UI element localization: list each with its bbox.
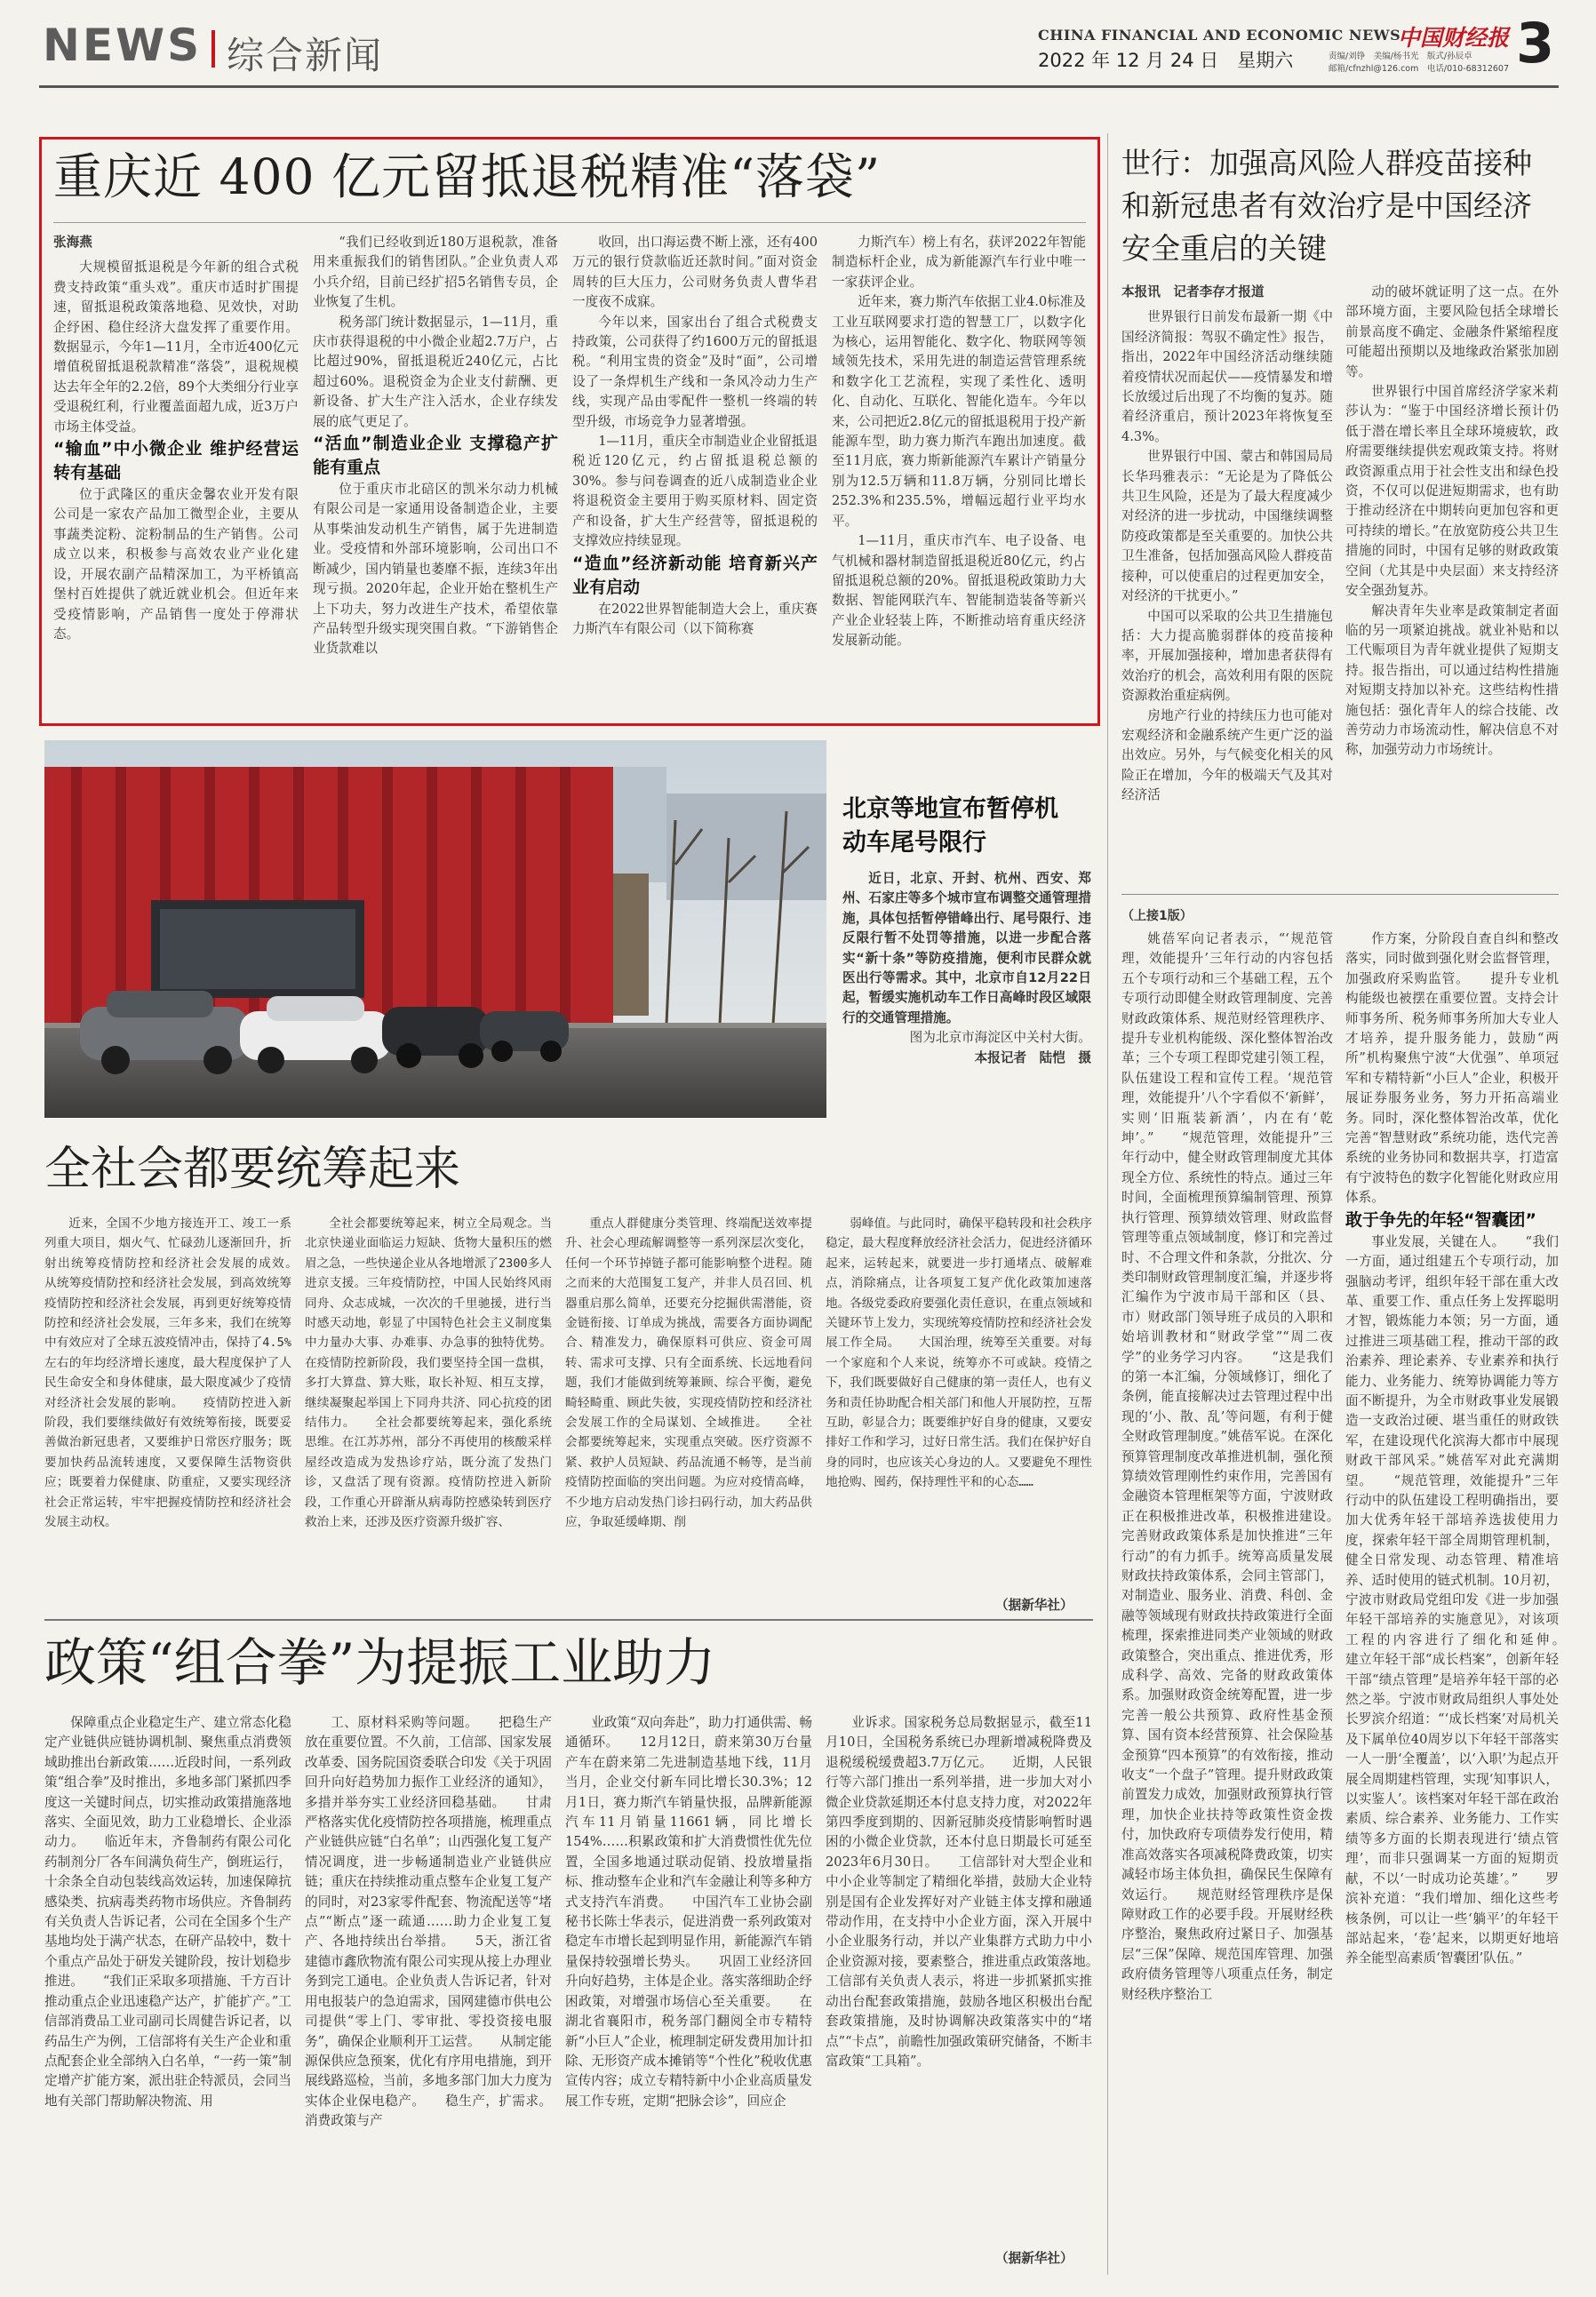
- article4-headline: 全社会都要统筹起来: [44, 1143, 461, 1196]
- article5-top-rule: [44, 1619, 1093, 1621]
- article1-paragraph: 收回，出口海运费不断上涨，还有400万元的银行贷款临近还款时间。”面对资金周转的巨大压力，公司财务负责人曹华君一度夜不成寐。: [572, 235, 818, 310]
- article1-paragraph: 位于武隆区的重庆金馨农业开发有限公司是一家农产品加工微型企业，主要从事蔬类淀粉、淀粉制品的生产销售。公司成立以来，积极参与高效农业产业化建设，开展农副产品精深加工，为平桥镇高堡村百姓提供了就近就业机会。但近年来受疫情影响，产品销售一度处于停滞状态。: [53, 487, 299, 642]
- article4-paragraph: 重点人群健康分类管理、终端配送效率提升、社会心理疏解调整等一系列深层次变化，任何一个环节掉链子都可能影响整个进程。随之而来的大范围复工复产，并非人员召回、机器重启那么简单，还要充分挖掘供需潜能，资金链衔接、订单成为挑战，需要各方面协调配合、精准发力，确保原料可供应、资金可周转、需求可支撑、只有全面系统、长远地看问题，我们才能做到统筹兼顾、综合平衡，避免畸轻畸重、顾此失彼，实现疫情防控和经济社会发展工作的全局谋划、全域推进。 全社会都要统筹起来，实现重点突破。医疗资源不紧、救护人员短缺、药品流通不畅等，是当前疫情防控面临的突出问题。为应对疫情高峰，不少地方启动发热门诊扫码行动，加大药品供应，争取延缓峰期、削: [565, 1216, 812, 1530]
- article6-paragraph: 作方案，分阶段自查自纠和整改落实，同时做到强化财会监督管理，加强政府采购监管。 提升专业机构能级也被摆在重要位置。支持会计师事务所、税务师事务所加大专业人才培养，提升服务能力，鼓励“两所”机构聚焦宁波“大优强”、单项冠军和专精特新“小巨人”企业，积极开展证券服务业务，努力开拓高端业务。同时，深化整体智治改革，优化完善“智慧财政”系统功能，迭代完善系统的业务协同和数据共享，打造富有宁波特色的数字化智能化财政应用体系。: [1345, 931, 1559, 1206]
- article5-column-3: [565, 1713, 812, 2264]
- article5-paragraph: 工、原材料采购等问题。 把稳生产放在重要位置。不久前，工信部、国家发展改革委、国务院国资委联合印发《关于巩固回升向好趋势加力振作工业经济的通知》，多措并举夯实工业经济回稳基础。 甘肃严格落实优化疫情防控各项措施，梳理重点产业链供应链“白名单”；山西强化复工复产情况调度，进一步畅通制造业产业链供应链；重庆在持续推动重点整车企业复工复产的同时，对23家零件配套、物流配送等“堵点”“断点”逐一疏通……助力企业复工复产、各地持续出台举措。 5天，浙江省建德市鑫欣物流有限公司实现从接上办理业务到完工通电。企业负责人告诉记者，针对用电报装户的急迫需求，国网建德市供电公司提供“零上门、零审批、零投资接电服务”，确保企业顺利开工运营。 从制定能源保供应急预案，优化有序用电措施，到开展线路巡检，当前，多地多部门加大力度为实体企业保电稳产。 稳生产，扩需求。消费政策与产: [305, 1715, 552, 2129]
- article1-column-4: [832, 233, 1086, 717]
- article5-paragraph: 业政策“双向奔赴”，助力打通供需、畅通循环。 12月12日，蔚来第30万台量产车在蔚来第二先进制造基地下线，11月当月，企业交付新车同比增长30.3%；12月1日，赛力斯汽车销量快报，品牌新能源汽车11月销量11661辆，同比增长154%……积累政策和扩大消费惯性优先位置，全国多地通过联动促销、投放增量指标、推动整车企业和汽车金融让利等多种方式支持汽车消费。 中国汽车工业协会副秘书长陈士华表示，促进消费一系列政策对稳定车市增长起到明显作用，新能源汽车销量保持较强增长势头。 巩固工业经济回升向好趋势，主体是企业。落实落细助企纾困政策，对增强市场信心至关重要。 在湖北省襄阳市，税务部门翻阅全市专精特新“小巨人”企业，梳理制定研发费用加计扣除、无形资产成本摊销等“个性化”税收优惠宣传内容；成立专精特新中小企业高质量发展工作专班，定期“把脉会诊”，回应企: [565, 1715, 812, 2109]
- section-divider-vertical: [1107, 133, 1108, 2275]
- article1-subheading: “造血”经济新动能 培育新兴产业有启动: [572, 553, 818, 597]
- article4-paragraph: 弱峰值。与此同时，确保平稳转段和社会秩序稳定，最大程度释放经济社会活力，促进经济循环起来，运转起来，就要进一步打通堵点、破解难点，消除痛点，让各项复工复产优化政策加速落地。各级党委政府要强化责任意识，在重点领域和关键环节上发力，实现统筹疫情防控和经济社会发展工作全局。 大国治理，统筹至关重要。对每一个家庭和个人来说，统筹亦不可或缺。疫情之下，我们既要做好自己健康的第一责任人，也有义务和责任协助配合相关部门和他人开展防控，互帮互助，彰显合力；既要维护好自身的健康，又要安排好工作和学习，过好日常生活。我们在保护好自身的同时，也应该关心身边的人。又要避免不理性地抢购、囤药，保持理性平和的心态……: [826, 1216, 1092, 1490]
- masthead-rule: [39, 85, 1559, 88]
- article2-byline: 本报讯 记者李存才报道: [1121, 284, 1265, 299]
- article4-column-4: [826, 1214, 1092, 1594]
- article5-paragraph: 业诉求。国家税务总局数据显示，截至11月10日，全国税务系统已办理新增减税降费及退税缓税缓费超3.7万亿元。 近期，人民银行等六部门推出一系列举措，进一步加大对小微企业贷款延期还本付息支持力度，对2022年第四季度到期的、因新冠肺炎疫情影响暂时遇困的小微企业贷款，还本付息日期最长可延至2023年6月30日。 工信部针对大型企业和中小企业等制定了精细化举措，鼓励大企业特别是国有企业发挥好对产业链主体支撑和融通带动作用，在支持中小企业方面，深入开展中小企业服务行动，并以产业集群方式助力中小企业资源对接，要素整合，推进重点政策落地。 工信部有关负责人表示，将进一步抓紧抓实推动出台配套政策措施，鼓励各地区积极出台配套政策措施，及时协调解决政策落实中的“堵点”“卡点”，前瞻性加强政策研究储备，不断丰富政策“工具箱”。: [826, 1715, 1092, 2069]
- article1-paragraph: 力斯汽车）榜上有名，获评2022年智能制造标杆企业，成为新能源汽车行业中唯一一家获评企业。: [832, 235, 1086, 290]
- article1-column-2: [313, 233, 558, 717]
- article6-paragraph: 姚蓓军向记者表示，“‘规范管理，效能提升’三年行动的内容包括五个专项行动和三个基础工程，五个专项行动即健全财政管理制度、完善财政政策体系、规范财经管理秩序、提升专业机构能级、深化整体智治改革；三个专项工程即党建引领工程，队伍建设工程和宣传工程。‘规范管理，效能提升’八个字看似不‘新鲜’，实则‘旧瓶装新酒’，内在有‘乾坤’。” “规范管理，效能提升”三年行动中，健全财政管理制度尤其体现全方位、系统性的特点。通过三年时间，全面梳理预算编制管理、预算执行管理、预算绩效管理、财政监督管理等重点领域制度，修订和完善过时、不合理文件和条款，分批次、分类印制财政管理制度汇编，并逐步将汇编作为宁波市局干部和区（县、市）财政部门领导班子成员的入职和始培训教材和“财政学堂”“周二夜学”的业务学习内容。 “这是我们的第一本汇编，分领域修订，细化了条例，能直接解决过去管理过程中出现的‘小、散、乱’等问题，有利于健全财政管理制度。”姚蓓军说。在深化预算管理制度改革推进机制，强化预算绩效管理刚性约束作用，完善国有金融资本管理框架等方面，宁波财政正在积极推进改革，积极推进建设。 完善财政政策体系是加快推进“三年行动”的有力抓手。统筹高质量发展财政扶持政策体系，会同主管部门，对制造业、服务业、消费、科创、金融等领域现有财政扶持政策进行全面梳理，探索推进同类产业领域的财政政策整合，突出重点、推进优秀，形成科学、高效、完备的财政政策体系。加强财政资金统筹配置，进一步完善一般公共预算、政府性基金预算、国有资本经营预算、社会保险基金预算“四本预算”的有效衔接，推动收支“一个盘子”管理。提升财政政策前置发力成效，加强财政预算执行管理，加快企业扶持等政策性资金拨付，加快政府专项债券发行使用，精准高效落实各项减税降费政策，切实减轻市场主体负担，确保民生保障有效运行。 规范财经管理秩序是保障财政工作的必要手段。开展财经秩序整治，聚焦政府过紧日子、加强基层“三保”保障、规范国库管理、加强政府债务管理等八项重点任务，制定财经秩序整治工: [1121, 931, 1333, 2002]
- article2-paragraph: 房地产行业的持续压力也可能对宏观经济和金融系统产生更广泛的溢出效应。另外，与气候变化相关的风险正在增加，今年的极端天气及其对经济活: [1121, 707, 1333, 803]
- article4-column-2: [305, 1214, 552, 1614]
- article6-subheading: 敢于争先的年轻“智囊团”: [1345, 1209, 1536, 1230]
- article4-paragraph: 近来，全国不少地方接连开工、竣工一系列重大项目，烟火气、忙碌劲儿逐渐回升，折射出统筹疫情防控和经济社会发展的成效。 从统筹疫情防控和经济社会发展，到高效统筹疫情防控和经济社会发展，再到更好统筹疫情防控和经济社会发展，三年多来，我们在统筹中有效应对了全球五波疫情冲击，保持了4.5%左右的年均经济增长速度，最大程度保护了人民生命安全和身体健康，最大限度减少了疫情对经济社会发展的影响。 疫情防控进入新阶段，我们要继续做好有效统筹衔接，既要妥善做治新冠患者，又要维护日常医疗服务；既要加快药品流转速度，又要保障生活物资供应；既要着力保健康、防重症，又要实现经济社会正常运转，牢牢把握疫情防控和经济社会发展主动权。: [44, 1216, 291, 1530]
- photo-credit: 本报记者 陆恺 摄: [974, 1049, 1091, 1065]
- article1-paragraph: “我们已经收到近180万退税款，准备用来重振我们的销售团队。”企业负责人邓小兵介绍，目前已经扩招5名销售专员，企业恢复了生机。: [313, 235, 558, 310]
- article4-column-3: [565, 1214, 812, 1614]
- article1-paragraph: 1—11月，重庆全市制造业企业留抵退税近120亿元，约占留抵退税总额的30%。参与问卷调查的近八成制造业企业将退税资金主要用于购买原材料、固定资产和设备，扩大生产经营等，留抵退税的支撑效应持续显现。: [572, 434, 818, 549]
- article2-column-1: [1121, 283, 1333, 887]
- article1-paragraph: 今年以来，国家出台了组合式税费支持政策，公司获得了约1600万元的留抵退税。“利用宝贵的资金”及时“面”，公司增设了一条焊机生产线和一条风冷动力生产线，实现产品由零配件一整机一终端的转型升级，市场竞争力显著增强。: [572, 314, 818, 429]
- article1-paragraph: 近年来，赛力斯汽车依据工业4.0标准及工业互联网要求打造的智慧工厂，以数字化为核心，运用智能化、数字化、物联网等领域领先技术，采用先进的制造运营管理系统和数字化工艺流程，实现了柔性化、透明化、自动化、互联化、智能化造车。今年以来，公司把近2.8亿元的留抵退税用于投产新能源车型，助力赛力斯汽车跑出加速度。截至11月底，赛力斯新能源汽车累计产销量分别为12.5万辆和11.8万辆，分别同比增长252.3%和235.5%，增幅远超行业平均水平。: [832, 294, 1086, 529]
- article6-column-2: [1345, 929, 1559, 2271]
- article6-paragraph: 事业发展，关键在人。 “我们一方面，通过组建五个专项行动，加强脑动考评，组织年轻干部在重大改革、重要工作、重点任务上发挥聪明才智，锻炼能力本领；另一方面，通过推进三项基础工程，推动干部的政治素养、理论素养、专业素养和执行能力、业务能力、统筹协调能力等方面不断提升，为全市财政事业发展锻造一支政治过硬、堪当重任的财政铁军，在建设现代化滨海大都市中展现财政干部风采。”姚蓓军对此充满期望。 “规范管理，效能提升”三年行动中的队伍建设工程明确指出，要加大优秀年轻干部培养选拔使用力度，探索年轻干部全周期管理机制，健全日常发现、动态管理、精准培养、适时使用的链式机制。10月初，宁波市财政局党组印发《进一步加强年轻干部培养的实施意见》，对该项工程的内容进行了细化和延伸。 建立年轻干部“成长档案”，创新年轻干部“绩点管理”是培养年轻干部的必然之举。宁波市财政局组织人事处处长罗滨介绍道：“‘成长档案’对局机关及下属单位40周岁以下年轻干部落实一人一册‘全覆盖’，以‘入职’为起点开展全周期建档管理，实现‘知事识人，以实鉴人’。该档案对年轻干部在政治素质、综合素养、业务能力、工作实绩等多方面的长期表现进行‘绩点管理’，而非只强调某一方面的短期贡献，不以‘一时成功论英雄’。” 罗滨补充道：“我们增加、细化这些考核条例，可以让一些‘躺平’的年轻干部站起来，‘卷’起来，以期更好地培养全能型高素质‘智囊团’队伍。”: [1345, 1233, 1559, 1966]
- staff-line-2: 邮箱/cfnzhl@126.com 电话/010-68312607: [1329, 64, 1509, 74]
- article5-column-4: [826, 1713, 1092, 2243]
- article1-paragraph: 在2022世界智能制造大会上，重庆赛力斯汽车有限公司（以下简称赛: [572, 601, 818, 636]
- article1-subheading: “输血”中小微企业 维护经营运转有基础: [53, 439, 299, 483]
- article4-column-1: [44, 1214, 291, 1614]
- page-number: 3: [1516, 11, 1555, 76]
- staff-line-1: 责编/刘铮 美编/杨书光 版式/孙辰卓: [1329, 52, 1472, 61]
- article1-paragraph: 位于重庆市北碚区的凯米尔动力机械有限公司是一家通用设备制造企业，主要从事柴油发动机生产销售，属于先进制造业。受疫情和外部环境影响，公司出口不断减少，国内销量也萎靡不振，连续3年出现亏损。2020年起，企业开始在整机生产上下功夫，努力改进生产技术，希望依靠产品转型升级实现突围自救。“下游销售企业货款难以: [313, 482, 558, 657]
- article2-column-2: [1345, 283, 1559, 887]
- article3-body-column: [842, 869, 1091, 1109]
- section-divider: [211, 30, 215, 68]
- article1-column-1: [53, 233, 299, 717]
- article1-headline-rule: [53, 222, 1086, 223]
- article2-bottom-rule: [1121, 894, 1559, 895]
- article1-paragraph: 税务部门统计数据显示，1—11月，重庆市获得退税的中小微企业超2.7万户，占比超过90%，留抵退税近240亿元，占比超过60%。退税资金为企业支付薪酬、更新设备、扩大生产注入活水，企业存续发展的底气更足了。: [313, 314, 558, 429]
- photo-caption: 图为北京市海淀区中关村大街。: [909, 1030, 1091, 1046]
- article2-paragraph: 世界银行日前发布最新一期《中国经济简报：驾驭不确定性》报告，指出，2022年中国经济活动继续随着疫情状况而起伏——疫情暴发和增长放缓过后出现了不均衡的复苏。随着经济重启，预计2023年将恢复至4.3%。: [1121, 309, 1333, 444]
- paper-name-cn: 中国财经报: [1398, 25, 1510, 51]
- article6-column-1: [1121, 929, 1333, 2271]
- article1-author: 张海燕: [53, 235, 92, 250]
- paper-name-en: CHINA FINANCIAL AND ECONOMIC NEWS: [1038, 27, 1401, 44]
- article5-column-1: [44, 1713, 291, 2264]
- article4-source: （据新华社）: [995, 1598, 1073, 1613]
- article5-column-2: [305, 1713, 552, 2264]
- article6-jump-label: （上接1版）: [1121, 909, 1193, 923]
- section-label-cn: 综合新闻: [227, 34, 384, 77]
- article2-paragraph: 动的破坏就证明了这一点。在外部环境方面，主要风险包括全球增长前景高度不确定、金融条件紧缩程度可能超出预期以及地缘政治紧张加剧等。: [1345, 284, 1559, 379]
- article1-column-3: [572, 233, 818, 717]
- article1-paragraph: 大规模留抵退税是今年新的组合式税费支持政策“重头戏”。重庆市适时扩围提速，留抵退税政策落地稳、见效快，对助企纾困、稳住经济大盘发挥了重要作用。数据显示，今年1—11月，全市近400亿元增值税留抵退税款精准“落袋”，退税规模达去年全年的2.2倍，89个大类细分行业享受退税红利，行业覆盖面超九成，近3万户市场主体受益。: [53, 259, 299, 435]
- article1-headline: 重庆近 400 亿元留抵退税精准“落袋”: [53, 148, 882, 205]
- article2-paragraph: 中国可以采取的公共卫生措施包括：大力提高脆弱群体的疫苗接种率，开展加强接种，增加患者获得有效治疗的机会，高效利用有限的医院资源救治重症病例。: [1121, 608, 1333, 704]
- article5-paragraph: 保障重点企业稳定生产、建立常态化稳定产业链供应链协调机制、聚焦重点消费领域助推出台新政策……近段时间，一系列政策“组合拳”及时推出，多地多部门紧抓四季度这一关键时间点，切实推动政策措施落地落实、全面见效，助力工业稳增长、企业添动力。 临近年末，齐鲁制药有限公司化药制剂分厂各车间满负荷生产，倒班运行，十余条全自动包装线高效运转，加速保障抗感染类、抗病毒类药物市场供应。齐鲁制药有关负责人告诉记者，公司在全国多个生产基地均处于满产状态，在研产品较中，数十个重点产品处于研发关键阶段，按计划稳步推进。 “我们正采取多项措施、千方百计推动重点企业迅速稳产达产，扩能扩产。”工信部消费品工业司副司长周健告诉记者，以药品生产为例，工信部将有关生产企业和重点配套企业全部纳入白名单，“一药一策”制定增产扩能方案，派出驻企特派员，会同当地有关部门帮助解决物流、用: [44, 1715, 291, 2109]
- street-photo: [44, 740, 826, 1118]
- issue-date: 2022 年 12 月 24 日 星期六: [1038, 50, 1294, 71]
- article5-headline: 政策“组合拳”为提振工业助力: [44, 1632, 716, 1693]
- article2-paragraph: 解决青年失业率是政策制定者面临的另一项紧迫挑战。就业补贴和以工代赈项目为青年就业提供了短期支持。报告指出，可以通过结构性措施对短期支持加以补充。这些结构性措施包括：强化青年人的综合技能、改善劳动力市场流动性，解决信息不对称，加强劳动力市场统计。: [1345, 602, 1559, 758]
- article2-headline: 世行：加强高风险人群疫苗接种和新冠患者有效治疗是中国经济安全重启的关键: [1121, 146, 1532, 266]
- street-photo-illustration: [44, 740, 826, 1118]
- article1-paragraph: 1—11月，重庆市汽车、电子设备、电气机械和器材制造留抵退税近80亿元，约占留抵退税总额的20%。留抵退税政策助力大数据、智能网联汽车、智能制造装备等新兴产业企业轻装上阵，不断推动培育重庆经济发展新动能。: [832, 533, 1086, 649]
- article3-headline: 北京等地宣布暂停机动车尾号限行: [842, 795, 1058, 857]
- section-label-en: NEWS: [43, 20, 203, 71]
- article5-source: （据新华社）: [995, 2251, 1073, 2266]
- article4-paragraph: 全社会都要统筹起来，树立全局观念。当北京快递业面临运力短缺、货物大量积压的燃眉之急，一些快递企业从各地增派了2300多人进京支援。三年疫情防控，中国人民始终风雨同舟、众志成城，一次次的千里驰援，进行当时感天动地，彰显了中国特色社会主义制度集中力量办大事、办难事、办急事的独特优势。在疫情防控新阶段，我们要坚持全国一盘棋，多打大算盘、算大账，取长补短、相互支撑，继续凝聚起举国上下同舟共济、同心抗疫的团结伟力。 全社会都要统筹起来，强化系统思维。在江苏苏州，部分不再使用的核酸采样屋经改造成为发热诊疗站，既分流了发热门诊，又盘活了现有资源。疫情防控进入新阶段，工作重心开辟渐从病毒防控感染转到医疗救治上来，还涉及医疗资源升级扩容、: [305, 1216, 552, 1530]
- article2-paragraph: 世界银行中国、蒙古和韩国局局长华玛雅表示：“无论是为了降低公共卫生风险，还是为了最大程度减少对经济的进一步扰动，中国继续调整防疫政策都是至关重要的。加快公共卫生准备，包括加强高风险人群疫苗接种，可以使重启的过程更加安全，对经济的干扰更小。”: [1121, 449, 1333, 604]
- article2-paragraph: 世界银行中国首席经济学家米莉莎认为：“鉴于中国经济增长预计仍低于潜在增长率且全球环境疲软，政府需要继续提供宏观政策支持。将财政资源重点用于社会性支出和绿色投资，不仅可以促进短期需求，也有助于推动经济在中期转向更加包容和更可持续的增长。”在放宽防疫公共卫生措施的同时，中国有足够的财政政策空间（尤其是中央层面）来支持经济安全强劲复苏。: [1345, 384, 1559, 599]
- article3-body: 近日，北京、开封、杭州、西安、郑州、石家庄等多个城市宣布调整交通管理措施，具体包括暂停错峰出行、尾号限行、违反限行暂不处罚等措施，以进一步配合落实“新十条”等防疫措施，便利市民群众就医出行等需求。其中，北京市自12月22日起，暂缓实施机动车工作日高峰时段区域限行的交通管理措施。: [842, 871, 1091, 1025]
- article1-subheading: “活血”制造业企业 支撑稳产扩能有重点: [313, 434, 558, 478]
